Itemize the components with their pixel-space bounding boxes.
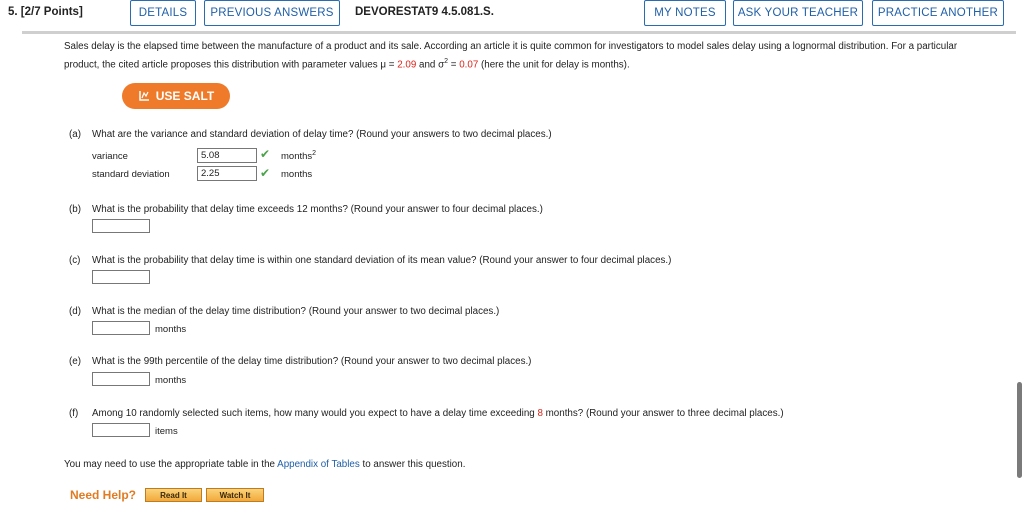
part-a-question: (a) What are the variance and standard deviation of delay time? (Round your answers to two decimal places.) [69, 129, 552, 140]
problem-intro: Sales delay is the elapsed time between the manufacture of a product and its sale. According an article it is quite common for investigators to model sales delay using a lognormal distribution. For a particular product, the cited article proposes this distribution with parameter values μ = 2.09 and $\sigma^2 = 0.07$ (here the unit for delay is months). [64, 41, 958, 71]
part-d-unit: months [155, 324, 187, 335]
use-salt-button[interactable] [122, 83, 230, 109]
need-help-label: Need Help? [70, 488, 137, 502]
previous-answers-button[interactable]: PREVIOUS ANSWERS [204, 0, 340, 26]
problem-code: DEVORESTAT9 4.5.081.S. [355, 6, 494, 18]
sd-unit: months [281, 169, 313, 180]
part-b-input[interactable] [92, 219, 150, 233]
part-d-input[interactable] [92, 321, 150, 335]
details-button[interactable]: DETAILS [130, 0, 196, 26]
practice-another-button[interactable]: PRACTICE ANOTHER [872, 0, 1004, 26]
variance-unit: months$^2$ [281, 150, 317, 163]
sd-label: standard deviation [92, 169, 170, 180]
table-note: You may need to use the appropriate table in the Appendix of Tables to answer this question. [64, 459, 466, 470]
correct-check-icon: ✔ [260, 166, 271, 180]
ask-teacher-button[interactable]: ASK YOUR TEACHER [733, 0, 863, 26]
mu-value: 2.09 [397, 59, 417, 71]
part-c-input[interactable] [92, 270, 150, 284]
question-header [0, 0, 1016, 30]
question-number-and-points [8, 6, 83, 18]
part-f-unit: items [155, 426, 178, 437]
sd-input[interactable]: 2.25 [197, 166, 257, 181]
header-divider [22, 31, 1016, 34]
appendix-link[interactable]: Appendix of Tables [277, 459, 360, 470]
variance-input[interactable]: 5.08 [197, 148, 257, 163]
scrollbar-thumb[interactable] [1017, 382, 1022, 478]
sigma2-value: 0.07 [459, 59, 479, 71]
watch-it-button[interactable]: Watch It [206, 488, 264, 502]
part-d-question: (d) What is the median of the delay time distribution? (Round your answer to two decimal places.) [69, 306, 500, 317]
correct-check-icon: ✔ [260, 147, 271, 161]
part-e-question: (e) What is the 99th percentile of the delay time distribution? (Round your answer to two decimal places.) [69, 356, 532, 367]
part-f-highlight: 8 [537, 408, 543, 419]
salt-icon [138, 90, 150, 102]
part-e-input[interactable] [92, 372, 150, 386]
use-salt-label: USE SALT [155, 89, 215, 103]
question-number: 5. [8, 6, 18, 18]
read-it-button[interactable]: Read It [145, 488, 202, 502]
part-f-question: (f) Among 10 randomly selected such items, how many would you expect to have a delay time exceeding 8 months? (Round your answer to three decimal places.) [69, 408, 784, 419]
my-notes-button[interactable]: MY NOTES [644, 0, 726, 26]
part-b-question: (b) What is the probability that delay time exceeds 12 months? (Round your answer to four decimal places.) [69, 204, 543, 215]
part-e-unit: months [155, 375, 187, 386]
part-f-input[interactable] [92, 423, 150, 437]
points-label: [2/7 Points] [20, 6, 83, 18]
part-c-question: (c) What is the probability that delay time is within one standard deviation of its mean value? (Round your answer to four decimal places.) [69, 255, 672, 266]
variance-label: variance [92, 151, 128, 162]
